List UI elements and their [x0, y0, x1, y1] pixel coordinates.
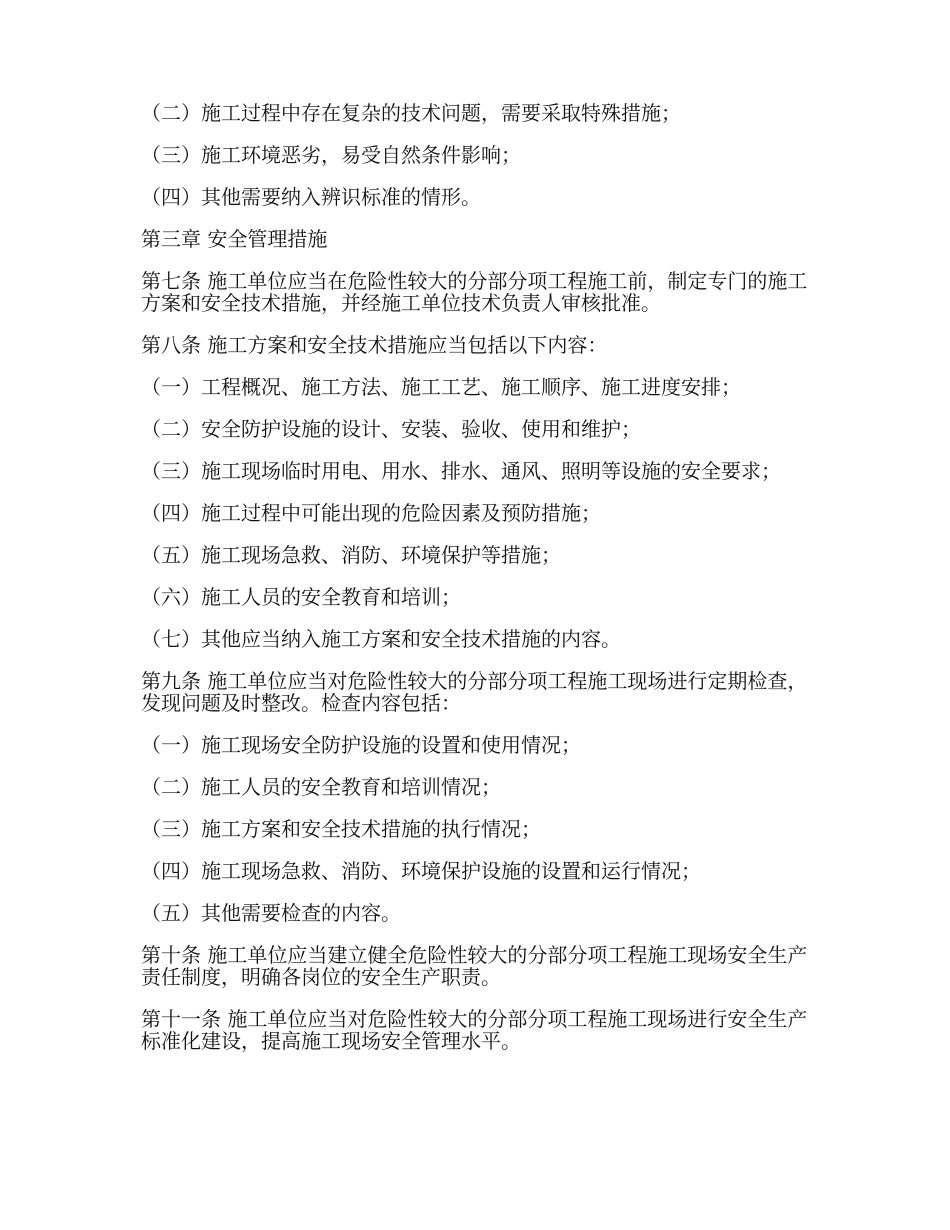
- article-8-item-1: （一）工程概况、施工方法、施工工艺、施工顺序、施工进度安排；: [141, 375, 741, 399]
- article-9-item-5: （五）其他需要检查的内容。: [141, 901, 401, 925]
- article-8-item-4: （四）施工过程中可能出现的危险因素及预防措施；: [141, 501, 601, 525]
- article-10: 第十条 施工单位应当建立健全危险性较大的分部分项工程施工现场安全生产责任制度，明确各岗位的安全生产职责。: [141, 943, 808, 989]
- article-8-item-6: （六）施工人员的安全教育和培训；: [141, 585, 461, 609]
- article-9-item-4: （四）施工现场急救、消防、环境保护设施的设置和运行情况；: [141, 859, 701, 883]
- article-8: 第八条 施工方案和安全技术措施应当包括以下内容：: [141, 333, 608, 357]
- article-9: 第九条 施工单位应当对危险性较大的分部分项工程施工现场进行定期检查，发现问题及时整改。检查内容包括：: [141, 669, 808, 715]
- article-7: 第七条 施工单位应当在危险性较大的分部分项工程施工前，制定专门的施工方案和安全技术措施，并经施工单位技术负责人审核批准。: [141, 269, 808, 315]
- article-8-item-5: （五）施工现场急救、消防、环境保护等措施；: [141, 543, 561, 567]
- article-9-item-3: （三）施工方案和安全技术措施的执行情况；: [141, 817, 541, 841]
- article-11: 第十一条 施工单位应当对危险性较大的分部分项工程施工现场进行安全生产标准化建设，提高施工现场安全管理水平。: [141, 1007, 808, 1053]
- paragraph-item-4: （四）其他需要纳入辨识标准的情形。: [141, 185, 481, 209]
- paragraph-item-2: （二）施工过程中存在复杂的技术问题，需要采取特殊措施；: [141, 101, 681, 125]
- article-8-item-3: （三）施工现场临时用电、用水、排水、通风、照明等设施的安全要求；: [141, 459, 781, 483]
- document-body: [141, 102, 813, 1072]
- article-8-item-7: （七）其他应当纳入施工方案和安全技术措施的内容。: [141, 627, 621, 651]
- chapter-heading: 第三章 安全管理措施: [141, 227, 328, 251]
- article-9-item-2: （二）施工人员的安全教育和培训情况；: [141, 775, 501, 799]
- article-8-item-2: （二）安全防护设施的设计、安装、验收、使用和维护；: [141, 417, 641, 441]
- article-9-item-1: （一）施工现场安全防护设施的设置和使用情况；: [141, 733, 581, 757]
- paragraph-item-3: （三）施工环境恶劣，易受自然条件影响；: [141, 143, 521, 167]
